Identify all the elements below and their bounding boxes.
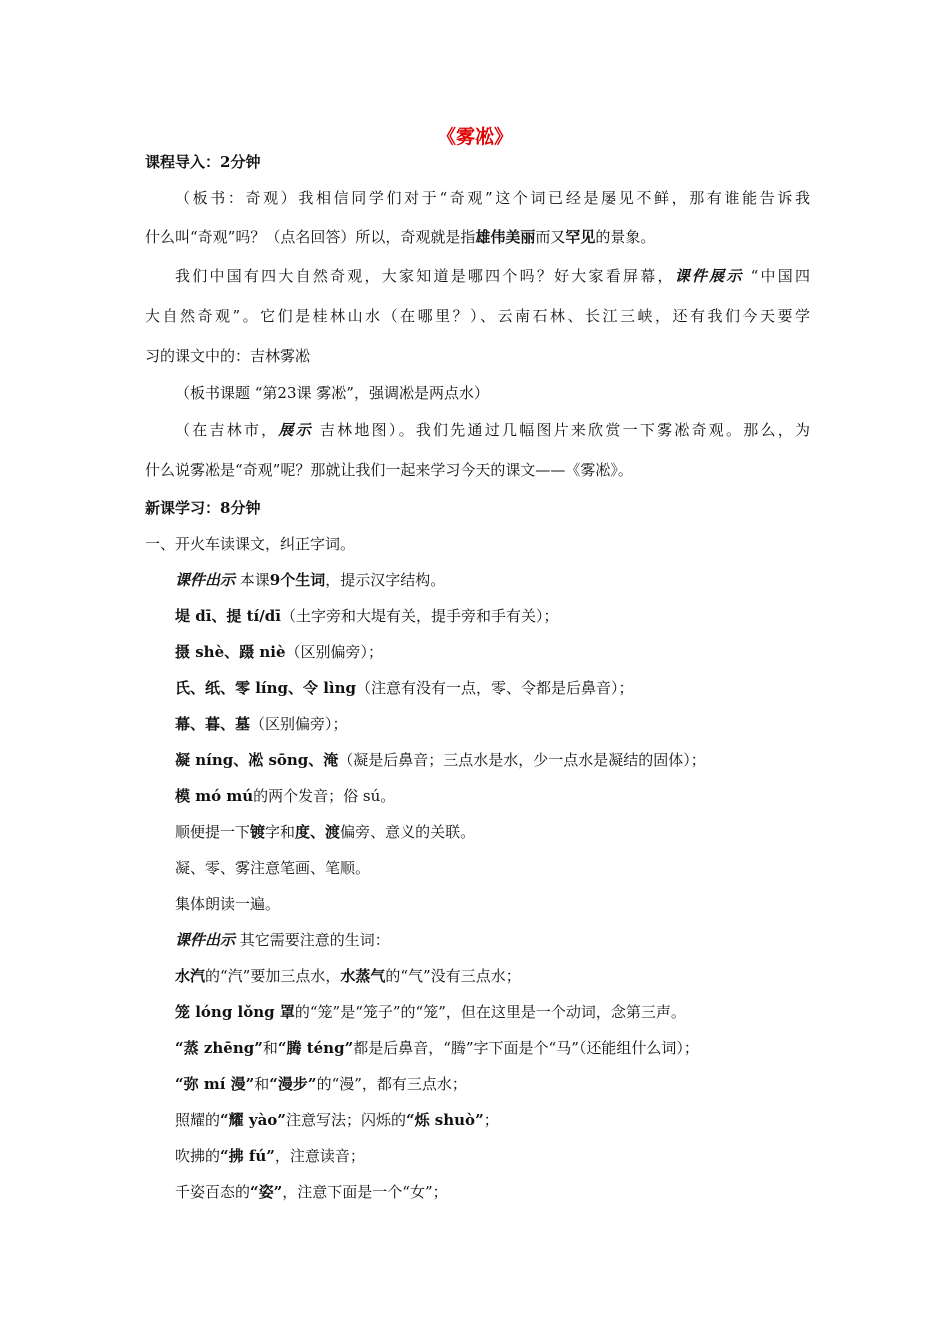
paragraph-line: （板书课题 “第23课 雾凇”，强调凇是两点水） [175, 384, 489, 402]
paragraph-line: （板书：奇观）我相信同学们对于“奇观”这个词已经是屡见不鲜，那有谁能告诉我 [175, 189, 810, 207]
section-heading-intro: 课程导入：2分钟 [145, 153, 261, 171]
list-item: 集体朗读一遍。 [175, 895, 281, 913]
list-item: 一、开火车读课文，纠正字词。 [145, 535, 356, 553]
list-item: “蒸 zhēng”和“腾 téng”都是后鼻音，“腾”字下面是个“马”（还能组什么词）； [175, 1039, 699, 1057]
list-item: “弥 mí 漫”和“漫步”的“漫”，都有三点水； [175, 1075, 467, 1093]
paragraph-line: （在吉林市，展示 吉林地图）。我们先通过几幅图片来欣赏一下雾凇奇观。那么，为 [175, 421, 810, 439]
paragraph-line: 什么叫“奇观”吗？（点名回答）所以，奇观就是指雄伟美丽而又罕见的景象。 [145, 228, 656, 246]
list-item: 千姿百态的“姿”，注意下面是一个“女”； [175, 1183, 448, 1201]
list-item: 水汽的“汽”要加三点水，水蒸气的“气”没有三点水； [175, 967, 521, 985]
list-item: 顺便提一下镀字和度、渡偏旁、意义的关联。 [175, 823, 476, 841]
list-item: 幕、暮、墓（区别偏旁）； [175, 715, 348, 733]
paragraph-line: 习的课文中的：吉林雾凇 [145, 347, 311, 365]
list-item: 堤 dī、提 tí/dī（土字旁和大堤有关，提手旁和手有关）； [175, 607, 559, 625]
document-title: 《雾凇》 [436, 126, 513, 148]
list-item: 凝 níng、凇 sōng、淹（凝是后鼻音；三点水是水，少一点水是凝结的固体）； [175, 751, 706, 769]
list-item: 摄 shè、蹑 niè（区别偏旁）； [175, 643, 384, 661]
list-item: 课件出示 其它需要注意的生词： [175, 931, 390, 949]
list-item: 氏、纸、零 líng、令 lìng（注意有没有一点，零、令都是后鼻音）； [175, 679, 634, 697]
paragraph-line: 大自然奇观”。它们是桂林山水（在哪里？）、云南石林、长江三峡，还有我们今天要学 [145, 307, 810, 325]
list-item: 照耀的“耀 yào”注意写法；闪烁的“烁 shuò”； [175, 1111, 499, 1129]
paragraph-line: 我们中国有四大自然奇观，大家知道是哪四个吗？好大家看屏幕，课件展示 “中国四 [175, 267, 811, 285]
section-heading-new-lesson: 新课学习：8分钟 [145, 499, 261, 517]
list-item: 模 mó mú的两个发音；俗 sú。 [175, 787, 396, 805]
list-item: 吹拂的“拂 fú”，注意读音； [175, 1147, 365, 1165]
paragraph-line: 什么说雾凇是“奇观”呢？那就让我们一起来学习今天的课文——《雾凇》。 [145, 461, 633, 479]
list-item: 课件出示 本课9个生词，提示汉字结构。 [175, 571, 446, 589]
list-item: 笼 lóng lǒng 罩的“笼”是“笼子”的“笼”，但在这里是一个动词，念第三声。 [175, 1003, 686, 1021]
list-item: 凝、零、雾注意笔画、笔顺。 [175, 859, 371, 877]
